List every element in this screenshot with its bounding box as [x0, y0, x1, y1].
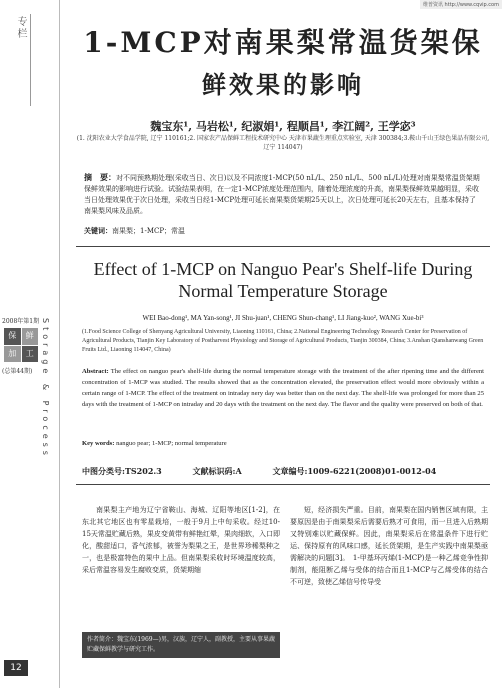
keywords-cn-label: 关键词： — [84, 226, 112, 235]
logo-char: 加 — [4, 346, 21, 363]
abstract-cn-label: 摘 要： — [84, 172, 116, 182]
article-number: 文章编号:1009-6221(2008)01-0012-04 — [272, 466, 437, 476]
journal-name: Storage & Process — [41, 318, 50, 459]
logo-char: 保 — [4, 328, 21, 345]
keywords-cn-text: 南果梨；1-MCP；常温 — [112, 227, 186, 235]
body-text-right: 短，经济损失严重。目前，南果梨在国内销售区域有限，主要原因是由于南果梨采后需要后熟才可食用，而一旦进入后熟期又特别难以贮藏保鲜。因此，南果梨采后在常温条件下进行贮运、保持原有的风味口感，延长货架期，是生产实践中南果梨亟需解决的问题[3]。 1-甲基环丙烯(1-MCP)是一种乙烯竞争性抑制剂，能阻断乙烯与受体的结合而且1-MCP与乙烯受体的结合不可逆，致使乙烯信号传导受 — [290, 506, 488, 586]
sidebar — [0, 0, 60, 688]
authors-cn: 魏宝东¹, 马岩松¹, 纪淑娟¹, 程顺昌¹, 李江阔², 王学宓³ — [150, 120, 416, 133]
issue-number: 2008年第1期 — [2, 318, 40, 325]
authors-en: WEI Bao-dong¹, MA Yan-song¹, JI Shu-juan¹, CHENG Shun-chang¹, LI Jiang-kuo², WANG Xue-bi³ — [142, 314, 424, 322]
class-number: 中图分类号:TS202.3 — [82, 466, 162, 476]
title-cn-line2: 鲜效果的影响 — [202, 70, 364, 99]
abstract-cn-text: 对不同预熟期处理(采收当日、次日)以及不同浓度1-MCP(50 nL/L、250 nL/L、500 nL/L)处理对南果梨常温货架期保鲜效果的影响进行试验。试验结果表明，在一定1-MCP浓度处理范围内，随着处理浓度的升高，南果梨保鲜效果越明显，采收当日处理效果优于次日处理，采收当日经1-MCP处理可延长南果梨货架期25天以上，次日处理可延长20天左右，且基本保持了南果梨风味及品质。 — [84, 174, 480, 215]
total-issue: (总第44期) — [2, 368, 33, 375]
divider-rule — [76, 484, 490, 485]
logo-char: 工 — [22, 346, 39, 363]
abstract-en-label: Abstract: — [82, 368, 109, 375]
classification-line — [82, 466, 484, 477]
page-number: 12 — [4, 660, 28, 676]
author-note: 作者简介：魏宝东(1969—)男，汉族，辽宁人，副教授，主要从事果蔬贮藏保鲜教学与研究工作。 — [82, 632, 280, 658]
keywords-cn — [84, 226, 482, 236]
affiliation-en: (1.Food Science College of Shenyang Agricultural University, Liaoning 110161, China; 2.National Engineering Technology Research Center for Preservation of Agricultural Products, Tianjin Key Laboratory of Postharvest Physiology and Storage of Agricultural Products, Tianjin 300384, China; 3.Anshan Qianshanwang Green Fruits Ltd., Liaoning 114047, China) — [82, 329, 484, 353]
watermark: 维普资讯 http://www.cqvip.com — [420, 0, 502, 9]
column-divider — [30, 14, 31, 106]
doc-code: 文献标识码:A — [192, 466, 242, 476]
keywords-en-text: nanguo pear; 1-MCP; normal temperature — [116, 440, 227, 447]
title-cn — [68, 26, 498, 102]
abstract-en-text: The effect on nanguo pear's shelf-life during the normal temperature storage with the treatment of the after ripening time and the different concentration of 1-MCP was studied. The results showed that as the concentration elevated, the preservation effect would more obviously within a certain range of 1-MCP. The effect of the treatment on intraday nery day was better than on the next day. The shelf-life was prolonged for more than 25 days with the treatment of 1-MCP on intraday and 20 days with the treatment on the next day. The flavor and the quality were preserved on both of that. — [82, 368, 485, 408]
title-en: Effect of 1-MCP on Nanguo Pear's Shelf-life During Normal Temperature Storage — [93, 259, 473, 301]
keywords-en-label: Key words: — [82, 440, 115, 447]
logo-char: 鲜 — [22, 328, 39, 345]
title-cn-line1: 1-MCP对南果梨常温货架保 — [83, 26, 483, 59]
divider-rule — [76, 246, 490, 247]
abstract-cn — [84, 172, 482, 217]
body-text-left: 南果梨主产地为辽宁省鞍山、海城、辽阳等地区[1-2]，在东北其它地区也有零星栽培，一般于9月上中旬采收。经过10-15天常温贮藏后熟，果皮变黄带有鲜艳红晕，果肉细软，入口即化，酸甜适口，香气浓郁，被誉为梨果之王，是世界珍稀梨种之一，也是极富特色的果中上品。但南果梨采收时环境温度较高，采后常温容易发生腐败变质，货架期缩 — [82, 506, 280, 574]
journal-logo — [4, 328, 38, 362]
column-label: 专栏 — [15, 16, 26, 40]
keywords-en — [82, 440, 484, 447]
abstract-en — [82, 366, 484, 410]
affiliation-cn: (1. 沈阳农业大学食品学院, 辽宁 110161;2. 国家农产品保鲜工程技术研究中心 天津市果蔬生理重点实验室, 天津 300384;3.鞍山千山王绿色果品有限公司, 辽宁 114047) — [76, 135, 490, 151]
